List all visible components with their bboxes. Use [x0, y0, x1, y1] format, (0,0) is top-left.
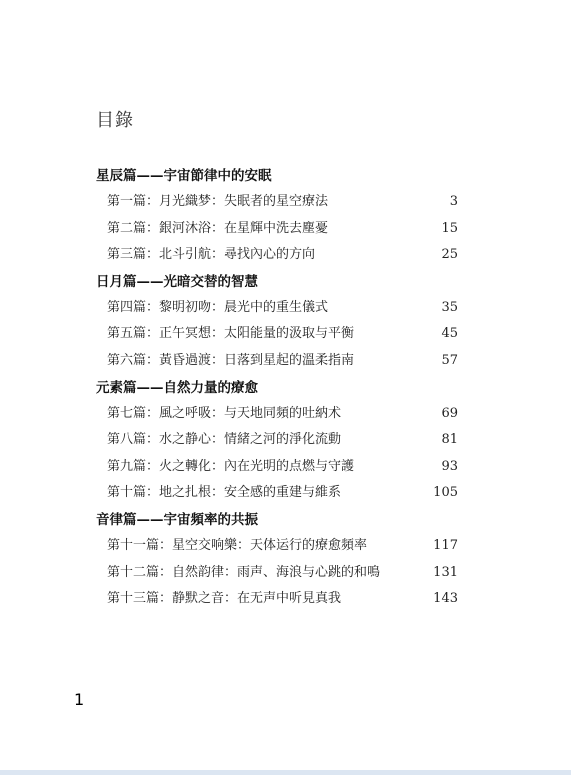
bottom-divider	[0, 770, 571, 775]
toc-entry[interactable]	[96, 454, 458, 481]
entry-page-number: 45	[441, 326, 458, 342]
toc-section-elements	[96, 375, 458, 507]
toc-entry[interactable]	[96, 348, 458, 375]
entry-page-number: 69	[441, 405, 458, 421]
entry-page-number: 131	[433, 564, 458, 580]
entry-page-number: 25	[441, 247, 458, 263]
toc-entry[interactable]	[96, 533, 458, 560]
section-heading[interactable]: 日月篇——光暗交替的智慧	[96, 273, 258, 290]
entry-page-number: 15	[441, 220, 458, 236]
entry-title: 第九篇：火之轉化：內在光明的点燃与守護	[107, 458, 355, 474]
entry-page-number: 117	[433, 537, 458, 553]
entry-title: 第十一篇：星空交响樂：天体运行的療愈頻率	[107, 537, 368, 553]
section-heading[interactable]: 元素篇——自然力量的療愈	[96, 379, 258, 396]
toc-entry[interactable]	[96, 586, 458, 613]
entry-title: 第五篇：正午冥想：太阳能量的汲取与平衡	[107, 326, 355, 342]
entry-page-number: 143	[433, 591, 458, 607]
entry-title: 第三篇：北斗引航：尋找內心的方向	[107, 247, 316, 263]
page-title: 目錄	[96, 110, 134, 131]
entry-title: 第八篇：水之静心：情緒之河的淨化流動	[107, 432, 342, 448]
entry-page-number: 81	[441, 432, 458, 448]
toc-entry[interactable]	[96, 427, 458, 454]
entry-page-number: 105	[433, 485, 458, 501]
entry-title: 第一篇：月光織梦：失眠者的星空療法	[107, 194, 329, 209]
toc-entry[interactable]	[96, 401, 458, 428]
toc-entry[interactable]	[96, 560, 458, 587]
entry-title: 第十二篇：自然韵律：雨声、海浪与心跳的和鳴	[107, 564, 381, 580]
entry-title: 第十篇：地之扎根：安全感的重建与維系	[107, 485, 342, 501]
entry-page-number: 3	[449, 194, 458, 209]
toc-section-music	[96, 507, 458, 613]
toc-section-sun-moon	[96, 269, 458, 375]
entry-title: 第十三篇：静默之音：在无声中听見真我	[107, 591, 342, 607]
toc-entry[interactable]	[96, 189, 458, 216]
entry-page-number: 93	[441, 458, 458, 474]
entry-title: 第四篇：黎明初吻：晨光中的重生儀式	[107, 299, 329, 315]
section-heading[interactable]: 音律篇——宇宙頻率的共振	[96, 511, 258, 528]
toc-entry[interactable]	[96, 242, 458, 269]
entry-page-number: 35	[441, 299, 458, 315]
entry-title: 第二篇：銀河沐浴：在星輝中洗去塵憂	[107, 220, 329, 236]
toc-entry[interactable]	[96, 480, 458, 507]
entry-title: 第七篇：風之呼吸：与天地同頻的吐納术	[107, 405, 342, 421]
entry-page-number: 57	[441, 352, 458, 368]
entry-title: 第六篇：黃昏過渡：日落到星起的溫柔指南	[107, 352, 355, 368]
toc-entry[interactable]	[96, 216, 458, 243]
table-of-contents	[96, 163, 458, 613]
toc-entry[interactable]	[96, 295, 458, 322]
toc-section-stars	[96, 163, 458, 269]
section-heading[interactable]: 星辰篇——宇宙節律中的安眠	[96, 168, 272, 184]
toc-entry[interactable]	[96, 321, 458, 348]
page-number: 1	[74, 690, 85, 709]
